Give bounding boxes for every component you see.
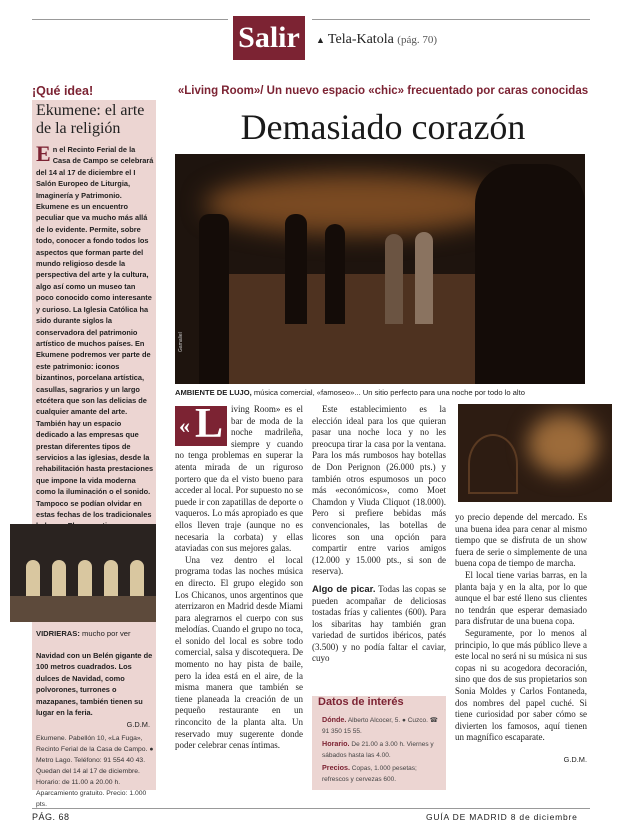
sidebar-body-continued: Navidad con un Belén gigante de 100 metros cuadrados. Los dulces de Navidad, como polvorones, turrones o mazapanes, también tienen su lugar en la feria. (36, 651, 153, 718)
window-arch (26, 560, 40, 596)
photo-floor (10, 596, 156, 622)
info-label: Dónde. (322, 715, 347, 724)
article-title: Demasiado corazón (240, 107, 526, 147)
drop-cap: L (194, 401, 223, 447)
sidebar-photo-caption (36, 628, 154, 639)
caption-text: mucho por ver (82, 629, 131, 638)
info-row (322, 738, 442, 762)
paragraph: Este establecimiento es la elección ideal para los que quieran pasar una noche loca y no les preocupa tirar la casa por la ventana. Para los más rumbosos hay botellas de Don Perignon (26.000 pts.) y también otros espumosos un poco más «económicos», como Moet Chamdon y Viuda Cliquot (18.000). Pero si prefiere bebidas más convencionales, las botellas de licores son una opción para compartir entre varios amigos (12.000 y 15.000 pts., si son de reserva). (312, 404, 446, 577)
caption-text: música comercial, «famoseo»... Un sitio perfecto para una noche por todo lo alto (253, 388, 525, 397)
info-box-body (322, 714, 442, 785)
paragraph (312, 584, 446, 665)
cross-ref-page: (pág. 70) (397, 34, 438, 46)
article-column-3 (455, 512, 587, 765)
chevron-icon: « (179, 413, 190, 438)
caption-lead: AMBIENTE DE LUJO, (175, 388, 252, 397)
person-silhouette (385, 234, 403, 324)
person-silhouette (415, 232, 433, 324)
top-rule-left (32, 19, 228, 20)
sidebar-body (36, 141, 154, 543)
paragraph: Una vez dentro el local programa todas las noches música en directo. El grupo elegido son Los Chicanos, unos argentinos que aterrizaron en Madrid desde Miami para alegrarnos el cuerpo con sus melodías. Cuando el grupo no toca, el sonido del local es sobre todo comercial, salsa y discotequera. De momento no hay pista de baile, pero la idea está en el aire, de la misma manera que también se tiene planeada la creación de un pequeño restaurante en un rinconcito de la planta alta. Un reservado muy sugerente donde poder celebrar cenas íntimas. (175, 554, 303, 751)
sidebar-kicker: ¡Qué idea! (32, 84, 94, 98)
caption-lead: VIDRIERAS: (36, 629, 80, 638)
bar-interior-photo (175, 154, 585, 384)
section-cross-ref[interactable] (316, 32, 437, 48)
lead-marker (175, 401, 227, 447)
photo-caption (175, 388, 585, 397)
info-value: De 21.00 a 3.00 h. Viernes y sábados hasta las 4.00. (322, 740, 434, 760)
article-column-2 (312, 404, 446, 665)
top-rule-right (312, 19, 590, 20)
stained-glass-photo (10, 524, 156, 622)
window-arch (130, 560, 144, 596)
paragraph: El local tiene varias barras, en la planta baja y en la alta, por lo que aunque el bar esté lleno sus clientes no tendrán que esperar demasiado para disfrutar de una buena copa. (455, 569, 587, 627)
window-arch (52, 560, 66, 596)
publication-date: GUÍA DE MADRID 8 de diciembre (426, 812, 578, 822)
info-box-title: Datos de interés (318, 696, 404, 708)
footer-rule (32, 808, 590, 809)
paragraph: iving Room» es el bar de moda de la noche madrileña, siempre y cuando no tenga problemas en superar la atenta mirada de un riguroso portero que da el visto bueno para acceder al local. Por supuesto no se puede ir con zapatillas de deporte o vaqueros. Lo más apropiado es que ellos lleven traje (aunque no es necesaria la corbata) y ellas ataviadas con sus mejores galas. (175, 404, 303, 554)
info-label: Horario. (322, 738, 350, 748)
article-signature: G.D.M. (563, 754, 587, 764)
article-column-1 (175, 401, 303, 752)
section-tab[interactable]: Salir (233, 16, 305, 60)
cross-ref-title: Tela-Katola (327, 32, 394, 47)
floor-area (215, 274, 475, 384)
sidebar-signature: G.D.M. (126, 720, 150, 729)
person-silhouette (285, 214, 307, 324)
drop-cap: E (36, 141, 51, 166)
sidebar-kicker-wrap (32, 84, 156, 98)
paragraph: Seguramente, por lo menos al principio, lo que más público lleve a este local no será ni su música ni sus copas ni su acogedora decoración, sino que dos de sus propietarios son Sonia Moldes y Carlos Fontaneda, dos nombres del papel cuché. Si tiene curiosidad por saber cómo se divierten los famosos, aquí tienen un magnífico escaparate. (455, 627, 587, 743)
ceiling-light (205, 174, 505, 234)
info-value: Alberto Alcocer, 5. ● Cuzco. ☎ 91 350 15 55. (322, 717, 438, 736)
info-row (322, 762, 442, 786)
info-label: Precios. (322, 762, 350, 772)
lamp-glow (528, 414, 598, 474)
photo-credit: Gamaliel (178, 332, 184, 352)
paragraph-text: Todas las copas se pueden acompañar de deliciosas tostadas frías y calientes (600). Para los sibaritas hay también gran variedad de surtidos ibéricos, patés (3.500) y no podía faltar el caviar, cuyo (312, 583, 446, 664)
window-arch (104, 560, 118, 596)
article-kicker: «Living Room»/ Un nuevo espacio «chic» frecuentado por caras conocidas (177, 85, 589, 97)
stair-rail (468, 434, 518, 494)
person-foreground (475, 164, 585, 384)
staircase-photo (458, 404, 612, 502)
sidebar-title: Ekumene: el arte de la religión (36, 102, 145, 137)
sidebar-body-text: n el Recinto Ferial de la Casa de Campo se celebrará del 14 al 17 de diciembre el I Salón Europeo de Liturgia, Imaginería y Patrimonio. Ekumene es un encuentro peculiar que va mucho más allá de lo evidente. Permite, sobre todo, conocer a fondo todos los aspectos que forman parte del mundo religioso desde la perspectiva del arte y la cultura, algo así como un museo tan poco conocido como interesante y curioso. La Iglesia Católica ha sido durante siglos la conservadora del patrimonio artístico de muchos países. En Ekumene podremos ver parte de este patrimonio: iconos bizantinos, porcelana artística, casullas, sagrarios y un largo etcétera que son las delicias de cualquier amante del arte. También hay un espacio dedicado a las empresas que prestan diferentes tipos de servicios a las iglesias, desde la rehabilitación hasta prestaciones que impone la vida moderna como la iluminación o el sonido. Tampoco se podían olvidar en estas fechas de los tradicionales (36, 145, 154, 519)
info-value: Copas, 1.000 pesetas; refrescos y cervezas 600. (322, 764, 417, 784)
page-number: PÁG. 68 (32, 812, 70, 822)
person-silhouette (199, 214, 229, 384)
window-arch (78, 560, 92, 596)
triangle-icon: ▲ (316, 35, 325, 45)
sidebar-info: Ekumene. Pabellón 10, «La Fuga», Recinto Ferial de la Casa de Campo. ● Metro Lago. Teléfono: 91 554 40 43. Quedan del 14 al 17 de diciembre. Horario: de 11.00 a 20.00 h. Aparcamiento gratuito. Precio: 1.000 pts. (36, 735, 154, 808)
subheading: Algo de picar. (312, 583, 376, 595)
person-silhouette (325, 224, 345, 324)
info-row (322, 714, 442, 738)
paragraph: yo precio depende del mercado. Es una buena idea para cenar al mismo tiempo que se disfruta de un show fuera de serie o simplemente de una buena copa de tiempo de marcha. (455, 512, 587, 569)
